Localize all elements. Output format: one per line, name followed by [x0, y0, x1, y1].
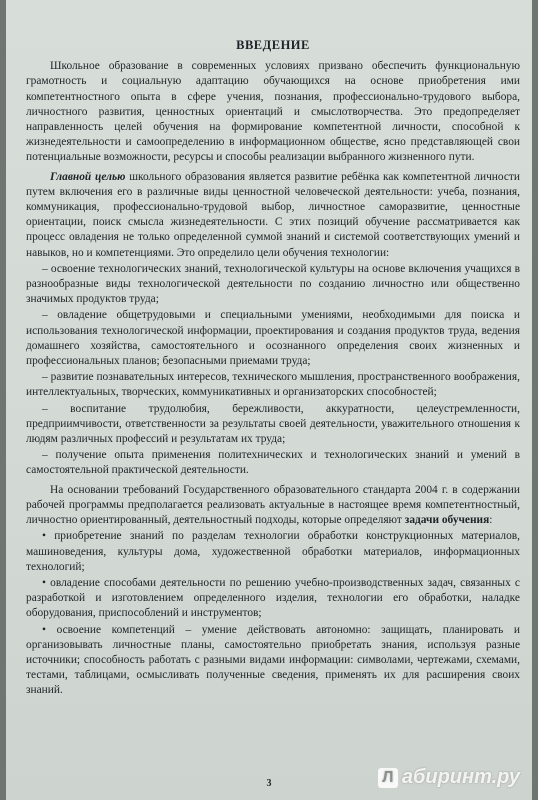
main-goal-paragraph [26, 170, 520, 261]
task-item: • освоение компетенций – умение действовать автономно: защищать, планировать и организовывать личностные планы, самостоятельно приобретать знания, используя разные источники; способность работать с разными видами информации: символами, чертежами, схемами, тестами, таблицами, осмысливать полученные сведения, применять их для расширения своих знаний. [26, 623, 520, 697]
standards-paragraph [26, 483, 520, 529]
page-number: 3 [266, 778, 272, 789]
goal-item: – получение опыта применения политехнических и технологических знаний и умений в самостоятельной практической деятельности. [26, 449, 520, 477]
page-title: ВВЕДЕНИЕ [236, 38, 310, 52]
task-item: • приобретение знаний по разделам технологии обработки конструкционных материалов, машиноведения, культуры дома, художественной обработки материалов, информационных технологий; [26, 530, 520, 573]
goal-item: – овладение общетрудовыми и специальными умениями, необходимыми для поиска и использования технологической информации, проектирования и создания продуктов труда, ведения домашнего хозяйства, самостоятельного и осознанного определения своих жизненных и профессиональных планов; безопасными приемами труда; [26, 309, 520, 368]
intro-paragraph: Школьное образование в современных условиях призвано обеспечить функциональную грамотность и социальную адаптацию обучающихся на основе приобретения ими компетентностного опыта в сфере учения, познания, профессионально-трудового выбора, личностного развития, ценностных ориентаций и смыслотворчества. Это предопределяет направленность целей обучения на формирование компетентной личности, способной к жизнедеятельности и самоопределению в информационном обществе, ясно представляющей свои потенциальные возможности, ресурсы и способы реализации выбранного жизненного пути. [26, 60, 520, 164]
labirint-logo-icon: Л [378, 768, 398, 788]
labirint-watermark [378, 766, 520, 789]
standards-text: На основании требований Государственного образовательного стандарта 2004 г. в содержании рабочей программы предполагается реализовать актуальные в настоящее время компетентностный, личностно ориентированный, деятельностный подходы, которые определяют [26, 483, 520, 527]
standards-colon: : [489, 514, 493, 527]
tasks-heading: задачи обучения [404, 514, 490, 527]
watermark-text: абиринт.ру [401, 766, 520, 788]
book-page [6, 0, 532, 800]
main-goal-lead: Главной целью [50, 170, 126, 183]
goal-item: – воспитание трудолюбия, бережливости, аккуратности, целеустремленности, предприимчивости, ответственности за результаты своей деятельности, уважительного отношения к людям различных профессий и результатам их труда; [26, 402, 520, 446]
main-goal-text: школьного образования является развитие ребёнка как компетентной личности путем включения его в различные виды ценностной человеческой деятельности: учеба, познания, коммуникация, профессионально-трудовой выбор, личностное саморазвитие, ценностные ориентации, поиск смысла жизнедеятельности. С этих позиций обучение рассматривается как процесс овладения не только определенной суммой знаний и системой соответствующих умений и навыков, но и компетенциями. Это определило цели обучения технологии: [26, 170, 521, 259]
task-item: • овладение способами деятельности по решению учебно-производственных задач, связанных с разработкой и изготовлением определенного изделия, технологии его обработки, наладке оборудования, приспособлений и инструментов; [26, 576, 520, 620]
goal-item: – освоение технологических знаний, технологической культуры на основе включения учащихся в разнообразные виды технологической деятельности по созданию личностно или общественно значимых продуктов труда; [26, 262, 520, 306]
page-content [26, 38, 520, 699]
goal-item: – развитие познавательных интересов, технического мышления, пространственного воображения, интеллектуальных, творческих, коммуникативных и организаторских способностей; [26, 371, 520, 399]
